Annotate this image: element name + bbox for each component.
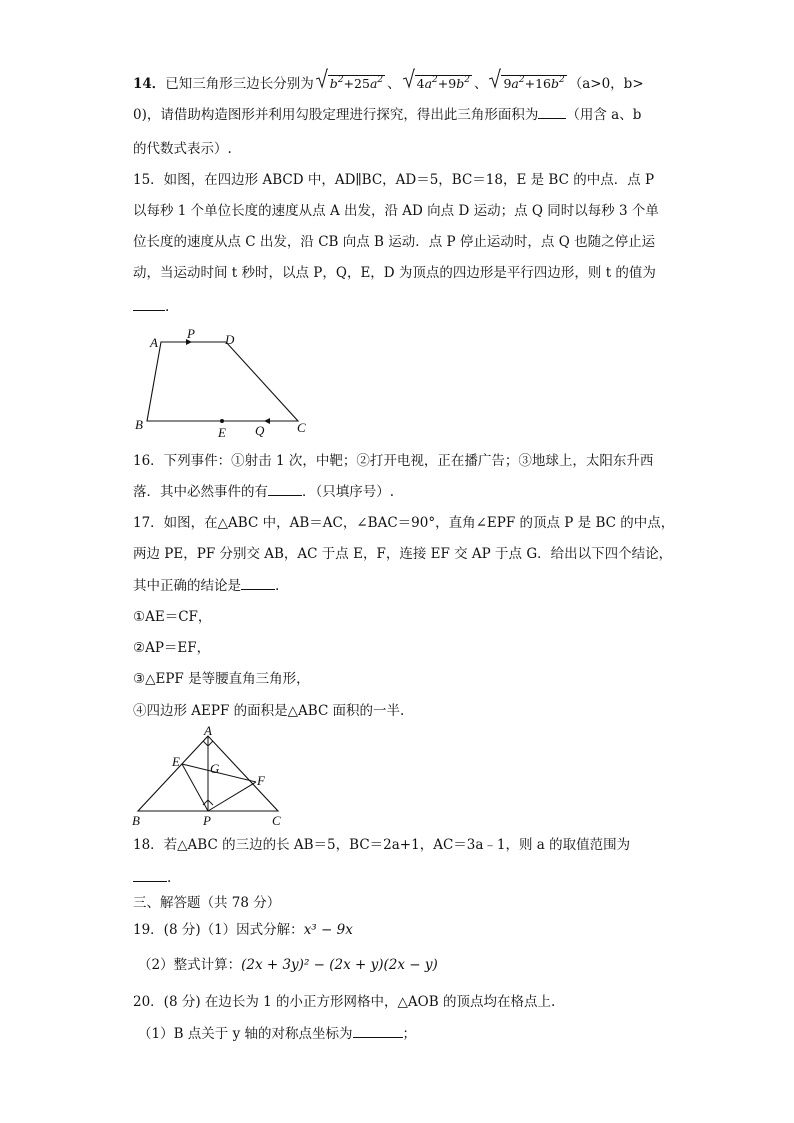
q14-condition: （a>0，b> [568,76,644,92]
q17-line3: 其中正确的结论是 . [133,578,280,594]
q16-line1: 16．下列事件：①射击 1 次，中靶；②打开电视，正在播广告；③地球上，太阳东升西 [133,453,654,469]
radical-3: $9a^2+16b^2$ [489,70,566,94]
q15-line5: . [133,297,169,317]
label-D: D [225,332,235,347]
label-A: A [204,723,212,738]
label-C: C [297,420,306,435]
answer-blank-18[interactable] [133,869,167,882]
segment-pf [208,782,256,811]
q17-conclusion-2: ②AP＝EF， [133,640,211,656]
q19-line2: （2）整式计算：(2x + 3y)² − (2x + y)(2x − y) [138,957,438,973]
label-Q: Q [255,423,265,438]
q17-line2: 两边 PE，PF 分别交 AB，AC 于点 E，F，连接 EF 交 AP 于点 G．给出以下四个结论， [133,546,673,562]
label-E: E [172,754,180,769]
label-P: P [187,326,195,341]
q18-line1: 18．若△ABC 的三边的长 AB＝5，BC＝2a+1，AC＝3a﹣1，则 a 的取值范围为 [133,837,631,853]
label-B: B [132,813,140,828]
q14-lead: 已知三角形三边长分别为 [165,76,314,92]
trapezoid-figure [130,325,320,440]
radical-2: $4a^2+9b^2$ [403,70,472,94]
label-E: E [218,425,226,440]
arrow-q [264,418,270,424]
label-B: B [135,417,143,432]
q17-conclusion-1: ①AE＝CF， [133,609,212,625]
q19-expression-2: (2x + 3y)² − (2x + y)(2x − y) [241,957,438,973]
q17-conclusion-3: ③△EPF 是等腰直角三角形， [133,671,310,687]
q19-expression-1: x³ − 9x [303,922,353,938]
q14-line2: 0)，请借助构造图形并利用勾股定理进行探究，得出此三角形面积为 （用含 a、b [133,107,642,123]
q14-number: 14． [133,76,166,92]
q19-line1: 19．(8 分)（1）因式分解：x³ − 9x [133,922,353,938]
point-e [220,419,224,423]
q15-line4: 动，当运动时间 t 秒时，以点 P，Q，E，D 为顶点的四边形是平行四边形，则 t 的值为 [133,265,656,281]
q14-line1: 14．已知三角形三边长分别为 $b^2+25a^2$ 、 $4a^2+9b^2$ 、 $9a^2+16b^2$ （a>0，b> [133,70,644,94]
answer-blank-17[interactable] [241,577,275,590]
q17-conclusion-4: ④四边形 AEPF 的面积是△ABC 面积的一半. [133,703,405,719]
label-F: F [257,773,265,788]
q20-line1: 20．(8 分) 在边长为 1 的小正方形网格中，△AOB 的顶点均在格点上. [133,994,556,1010]
q15-line1: 15．如图，在四边形 ABCD 中，AD∥BC，AD＝5，BC＝18，E 是 BC 的中点．点 P [133,172,655,188]
q20-line2: （1）B 点关于 y 轴的对称点坐标为 ； [138,1026,417,1042]
answer-blank-15[interactable] [133,298,165,311]
q15-line3: 位长度的速度从点 C 出发，沿 CB 向点 B 运动．点 P 停止运动时，点 Q 也随之停止运 [133,234,656,250]
q16-line2: 落．其中必然事件的有 ．（只填序号）. [133,484,395,500]
q14-line3: 的代数式表示）. [133,141,232,157]
q15-line2: 以每秒 1 个单位长度的速度从点 A 出发，沿 AD 向点 D 运动；点 Q 同时以每秒 3 个单 [133,203,659,219]
label-A: A [150,335,158,350]
trapezoid-abcd [147,342,298,421]
q17-line1: 17．如图，在△ABC 中，AB＝AC，∠BAC＝90°，直角∠EPF 的顶点 P 是 BC 的中点， [133,515,675,531]
q18-line2: . [133,868,171,888]
label-G: G [210,761,220,776]
label-P: P [203,813,211,828]
answer-blank-20[interactable] [353,1025,403,1038]
answer-blank-14[interactable] [538,106,566,119]
section-heading: 三、解答题（共 78 分） [133,895,281,911]
radical-1: $b^2+25a^2$ [316,70,385,94]
label-C: C [272,813,281,828]
answer-blank-16[interactable] [268,483,302,496]
triangle-figure [130,724,290,832]
